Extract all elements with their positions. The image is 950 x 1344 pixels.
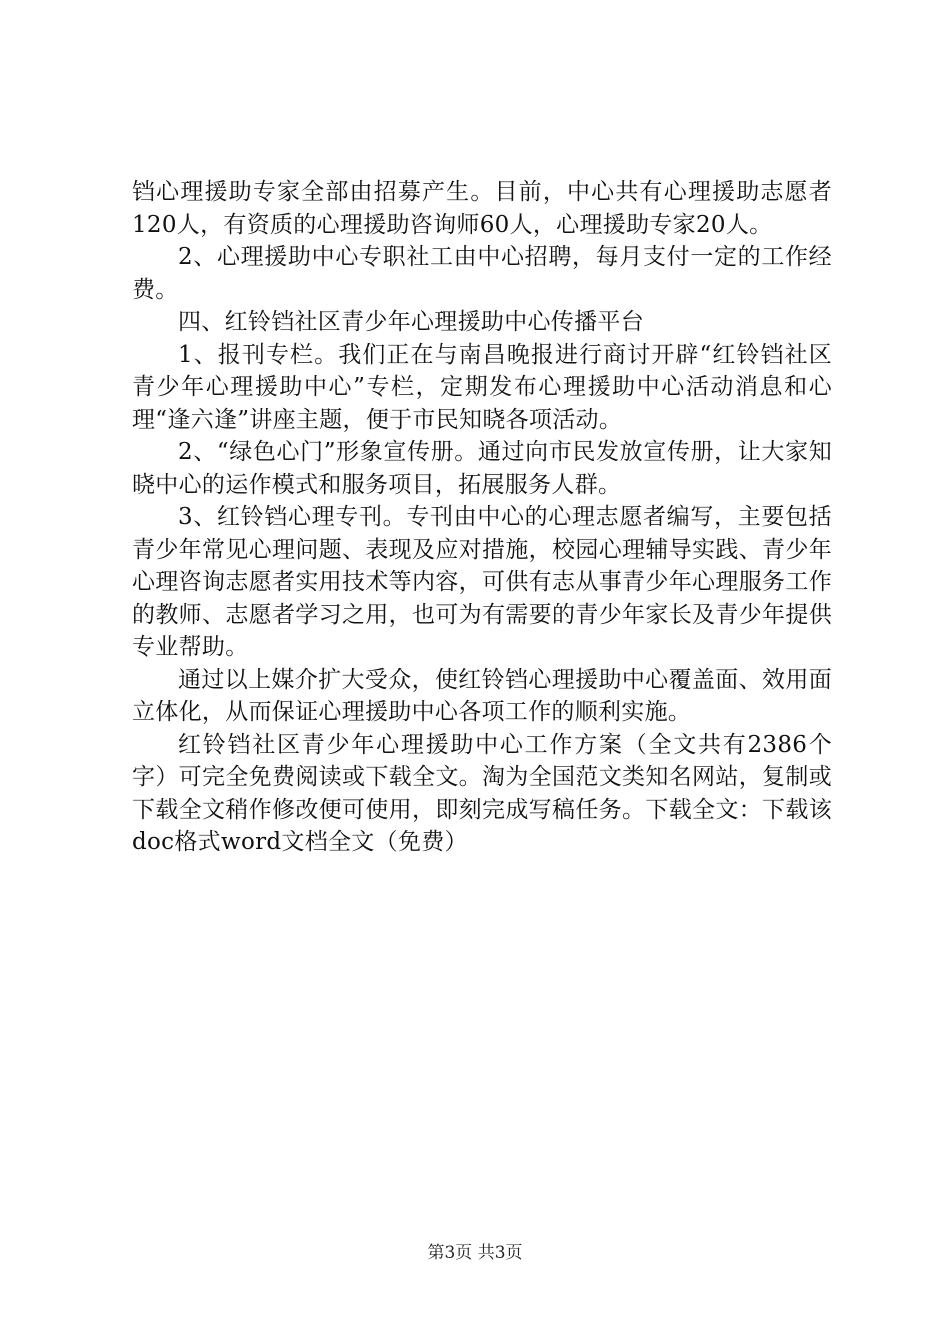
- section-heading: 四、红铃铛社区青少年心理援助中心传播平台: [178, 309, 644, 335]
- paragraph-2: 2、心理援助中心专职社工由中心招聘，每月支付一定的工作经费。: [132, 244, 832, 303]
- paragraph-1: 铛心理援助专家全部由招募产生。目前，中心共有心理援助志愿者120人，有资质的心理援助咨询师60人，心理援助专家20人。: [132, 179, 832, 238]
- page-number-footer: 第3页 共3页: [427, 1243, 523, 1263]
- paragraph-special-issue: 3、红铃铛心理专刊。专刊由中心的心理志愿者编写，主要包括青少年常见心理问题、表现及应对措施，校园心理辅导实践、青少年心理咨询志愿者实用技术等内容，可供有志从事青少年心理服务工作的教师、志愿者学习之用，也可为有需要的青少年家长及青少年提供专业帮助。: [132, 504, 832, 660]
- paragraph-download-notice[interactable]: 红铃铛社区青少年心理援助中心工作方案（全文共有2386个字）可完全免费阅读或下载全文。淘为全国范文类知名网站，复制或下载全文稍作修改便可使用，即刻完成写稿任务。下载全文：下载该doc格式word文档全文（免费）: [132, 731, 832, 855]
- document-body: [132, 176, 832, 859]
- paragraph-brochure: 2、“绿色心门”形象宣传册。通过向市民发放宣传册，让大家知晓中心的运作模式和服务项目，拓展服务人群。: [132, 439, 832, 498]
- paragraph-media-summary: 通过以上媒介扩大受众，使红铃铛心理援助中心覆盖面、效用面立体化，从而保证心理援助中心各项工作的顺利实施。: [132, 666, 832, 725]
- paragraph-newspaper-column: 1、报刊专栏。我们正在与南昌晚报进行商讨开辟“红铃铛社区青少年心理援助中心”专栏，定期发布心理援助中心活动消息和心理“逢六逢”讲座主题，便于市民知晓各项活动。: [132, 341, 832, 433]
